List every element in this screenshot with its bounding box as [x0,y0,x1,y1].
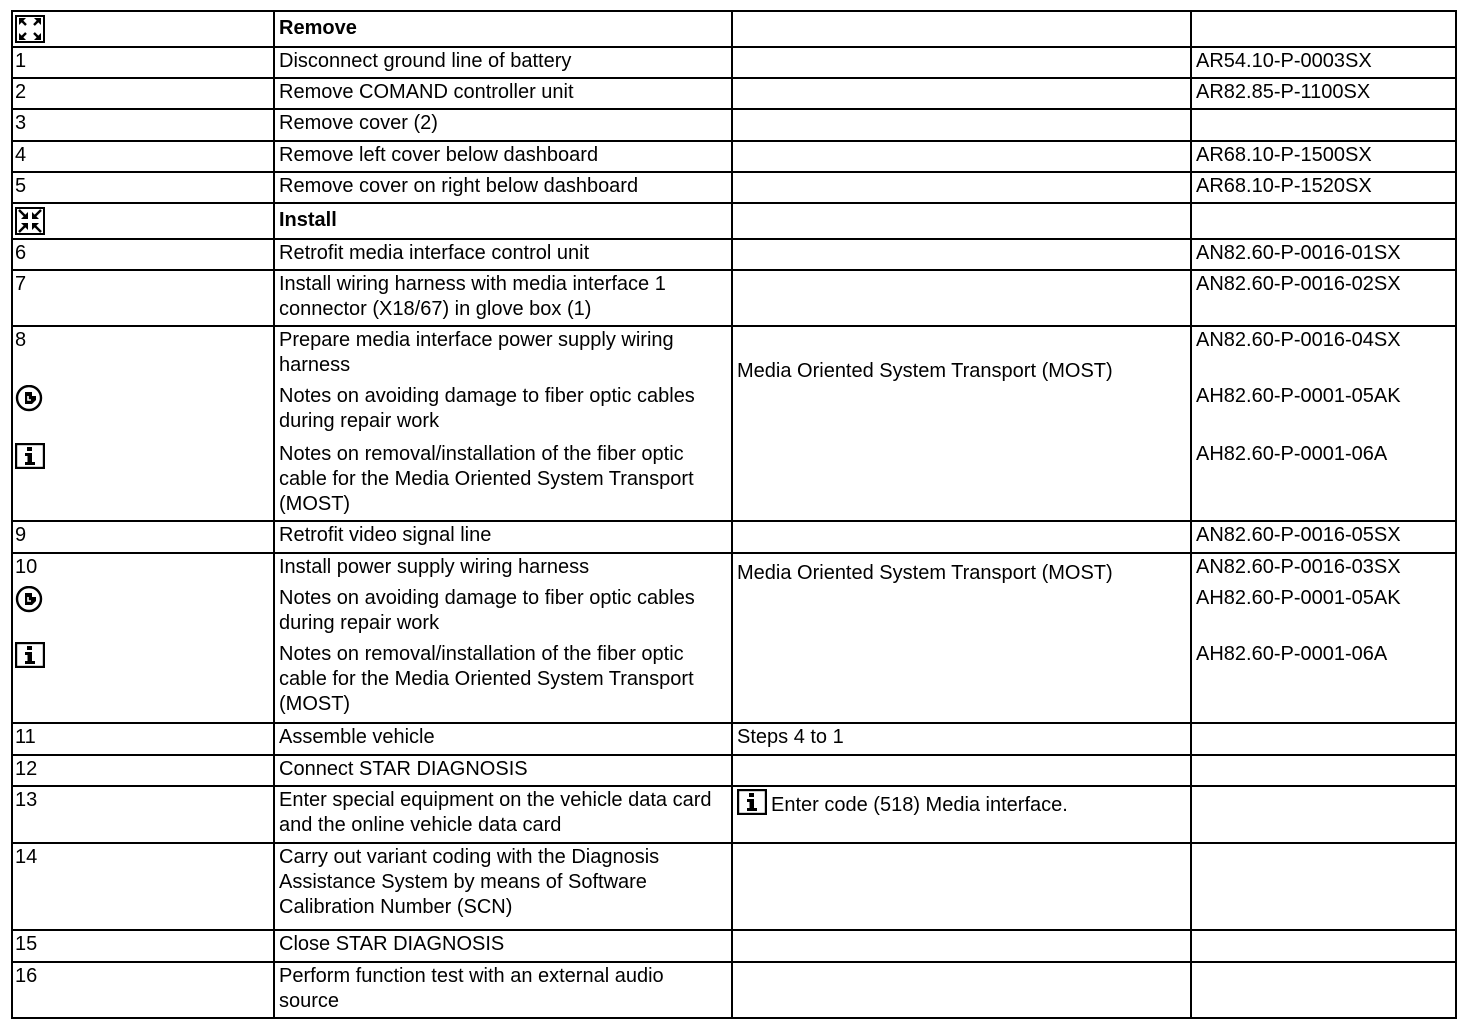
task-cell [274,109,732,140]
task-text: Assemble vehicle [279,726,435,749]
table-row [12,203,1456,239]
task-cell [274,553,732,724]
reference-cell [1191,270,1456,326]
step-number: 13 [15,788,38,811]
table-row [12,962,1456,1018]
table-row [12,521,1456,552]
note-cell [732,172,1191,203]
note-cell [732,109,1191,140]
reference-cell [1191,239,1456,270]
note-cell [732,47,1191,78]
info-icon [15,642,269,692]
task-cell [274,203,732,239]
note-with-icon [737,794,1068,816]
note-cell [732,723,1191,754]
remove-arrows-icon [15,15,45,43]
reference-cell [1191,11,1456,47]
sub-note-text [737,617,1186,692]
sub-note-text: Media Oriented System Transport (MOST) [737,561,1113,584]
sub-task-text: Notes on removal/installation of the fiber optic cable for the Media Oriented System Transport (MOST) [279,642,694,715]
task-cell [274,843,732,930]
sub-note-text [737,417,1186,492]
reference-cell [1191,109,1456,140]
task-text: Retrofit video signal line [279,524,492,547]
info-icon [737,789,767,822]
step-number: 1 [15,50,27,73]
reference-cell [1191,930,1456,961]
note-cell [732,203,1191,239]
caution-hand-icon [15,586,269,636]
step-number: 2 [15,81,27,104]
sub-reference-link: AH82.60-P-0001-05AK [1196,385,1401,408]
task-text: Remove cover (2) [279,112,438,135]
caution-hand-icon [15,385,269,435]
step-cell [12,521,274,552]
task-text: Install power supply wiring harness [279,555,590,578]
note-cell [732,521,1191,552]
note-cell [732,843,1191,930]
install-arrows-icon [15,207,45,235]
step-number: 11 [15,726,36,749]
task-text: Retrofit media interface control unit [279,242,590,265]
table-row [12,270,1456,326]
task-text: Disconnect ground line of battery [279,50,572,73]
note-cell [732,78,1191,109]
table-row [12,78,1456,109]
reference-cell [1191,843,1456,930]
step-cell [12,270,274,326]
reference-cell [1191,553,1456,724]
note-cell [732,755,1191,786]
procedure-table [11,10,1457,1019]
table-row [12,11,1456,47]
note-cell [732,141,1191,172]
step-number: 4 [15,143,27,166]
reference-link: AN82.60-P-0016-04SX [1196,329,1401,352]
step-cell [12,203,274,239]
table-row [12,172,1456,203]
procedure-document [11,10,1455,1019]
task-cell [274,270,732,326]
task-text: Perform function test with an external audio source [279,964,664,1012]
task-cell [274,723,732,754]
table-row [12,109,1456,140]
reference-link: AN82.60-P-0016-01SX [1196,242,1401,265]
step-number: 9 [15,524,27,547]
task-text: Prepare media interface power supply wiring harness [279,329,674,377]
step-cell [12,755,274,786]
reference-cell [1191,78,1456,109]
step-cell [12,11,274,47]
note-text: Steps 4 to 1 [737,726,844,749]
reference-cell [1191,723,1456,754]
step-number: 12 [15,757,38,780]
task-cell [274,755,732,786]
table-row [12,930,1456,961]
reference-link: AR68.10-P-1500SX [1196,143,1372,166]
sub-note-text: Media Oriented System Transport (MOST) [737,360,1113,383]
reference-cell [1191,786,1456,843]
step-cell [12,843,274,930]
reference-link: AN82.60-P-0016-05SX [1196,524,1401,547]
step-number: 10 [15,555,38,578]
task-text: Close STAR DIAGNOSIS [279,933,505,956]
sub-task-text: Notes on avoiding damage to fiber optic cables during repair work [279,586,695,634]
task-cell [274,11,732,47]
note-cell [732,270,1191,326]
reference-link: AR68.10-P-1520SX [1196,174,1372,197]
table-row [12,723,1456,754]
task-text: Remove COMAND controller unit [279,81,574,104]
step-number: 5 [15,174,27,197]
table-row [12,755,1456,786]
task-cell [274,786,732,843]
task-cell [274,521,732,552]
table-row [12,843,1456,930]
task-cell [274,172,732,203]
step-cell [12,78,274,109]
step-cell [12,141,274,172]
sub-task-text: Notes on removal/installation of the fiber optic cable for the Media Oriented System Transport (MOST) [279,443,694,516]
reference-link: AN82.60-P-0016-03SX [1196,555,1401,578]
reference-cell [1191,203,1456,239]
reference-cell [1191,326,1456,521]
step-cell [12,239,274,270]
reference-cell [1191,47,1456,78]
sub-task-text: Notes on avoiding damage to fiber optic cables during repair work [279,385,695,433]
note-cell [732,786,1191,843]
task-cell [274,239,732,270]
table-row [12,141,1456,172]
reference-link: AN82.60-P-0016-02SX [1196,273,1401,296]
task-cell [274,141,732,172]
reference-link: AR82.85-P-1100SX [1196,81,1371,104]
task-cell [274,78,732,109]
note-cell [732,962,1191,1018]
note-cell [732,326,1191,521]
task-text: Remove cover on right below dashboard [279,174,639,197]
step-cell [12,326,274,521]
reference-link: AR54.10-P-0003SX [1196,50,1372,73]
task-cell [274,962,732,1018]
info-icon [15,443,269,493]
task-text: Remove left cover below dashboard [279,143,599,166]
step-number: 15 [15,933,38,956]
step-cell [12,786,274,843]
task-cell [274,930,732,961]
note-cell [732,11,1191,47]
note-cell [732,930,1191,961]
task-cell [274,326,732,521]
reference-cell [1191,755,1456,786]
table-row [12,239,1456,270]
note-cell [732,553,1191,724]
step-number: 16 [15,964,38,987]
sub-reference-link: AH82.60-P-0001-06A [1196,642,1388,665]
sub-reference-link: AH82.60-P-0001-06A [1196,443,1388,466]
task-text: Connect STAR DIAGNOSIS [279,757,528,780]
step-number: 7 [15,273,27,296]
reference-cell [1191,141,1456,172]
reference-cell [1191,172,1456,203]
step-cell [12,723,274,754]
step-cell [12,172,274,203]
task-cell [274,47,732,78]
step-cell [12,47,274,78]
step-number: 8 [15,329,27,352]
table-row [12,326,1456,521]
step-cell [12,930,274,961]
step-cell [12,109,274,140]
table-row [12,47,1456,78]
sub-reference-link: AH82.60-P-0001-05AK [1196,586,1401,609]
section-heading: Remove [279,17,357,39]
table-row [12,553,1456,724]
reference-cell [1191,521,1456,552]
reference-cell [1191,962,1456,1018]
step-number: 6 [15,242,27,265]
step-cell [12,553,274,724]
step-number: 3 [15,112,27,135]
step-number: 14 [15,845,38,868]
task-text: Carry out variant coding with the Diagnosis Assistance System by means of Software Calibration Number (SCN) [279,845,660,918]
step-cell [12,962,274,1018]
task-text: Enter special equipment on the vehicle data card and the online vehicle data card [279,788,712,836]
task-text: Install wiring harness with media interface 1 connector (X18/67) in glove box (1) [279,273,666,321]
table-row [12,786,1456,843]
note-cell [732,239,1191,270]
note-text: Enter code (518) Media interface. [771,793,1068,816]
section-heading: Install [279,208,337,231]
